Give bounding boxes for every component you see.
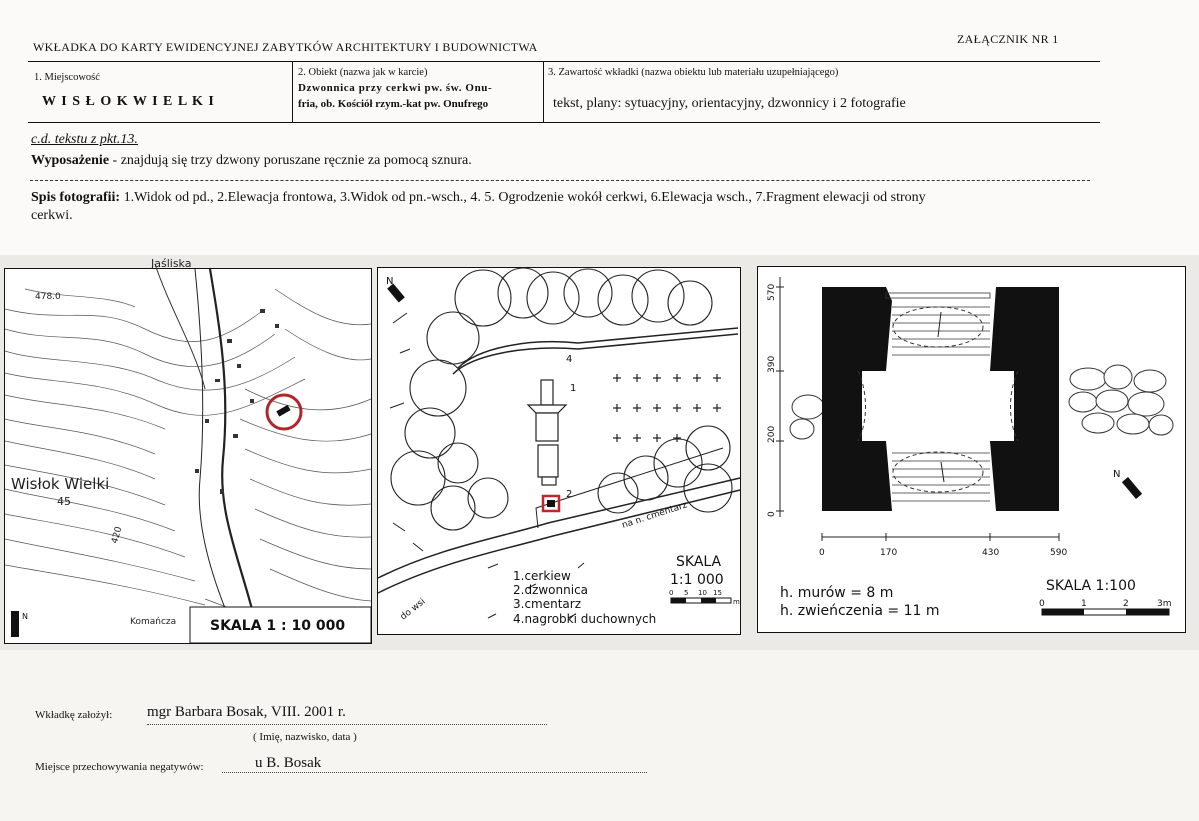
plan-y-tick-200: 200	[767, 425, 777, 443]
storage-value: u B. Bosak	[255, 755, 322, 771]
map2-scale-title: SKALA	[676, 554, 722, 570]
storage-label: Miejsce przechowywania negatywów:	[35, 761, 204, 773]
photos-line	[31, 190, 926, 206]
map2-scale-tick-3: 15	[713, 589, 722, 597]
plan-scale-tick-0: 0	[1039, 599, 1045, 609]
map2-road-label-1: na n. cmentarz	[620, 500, 689, 531]
author-value: mgr Barbara Bosak, VIII. 2001 r.	[147, 704, 346, 720]
author-hint: ( Imię, nazwisko, data )	[253, 731, 357, 743]
topographic-map-drawing	[5, 257, 371, 643]
map1-contour-label: 420	[110, 525, 125, 545]
map2-scale-unit: m	[733, 598, 740, 606]
plan-x-tick-590: 590	[1050, 548, 1068, 558]
equipment-label: Wyposażenie	[31, 153, 110, 168]
table-divider-1	[292, 62, 293, 122]
plan-x-tick-430: 430	[982, 548, 1000, 558]
belfry-floor-plan	[757, 266, 1186, 633]
plan-scale-title: SKALA 1:100	[1046, 578, 1136, 594]
map2-legend-2: 2.dzwonnica	[513, 583, 589, 597]
plan-x-tick-170: 170	[880, 548, 898, 558]
object-value-line1: Dzwonnica przy cerkwi pw. św. Onu-	[298, 82, 493, 94]
plan-scale-tick-3: 3m	[1157, 599, 1172, 609]
map2-legend-3: 3.cmentarz	[513, 597, 582, 611]
map2-legend-4: 4.nagrobki duchownych	[513, 612, 657, 626]
plan-wall-height: h. murów = 8 m	[780, 585, 894, 601]
plan-y-tick-0: 0	[767, 511, 777, 517]
place-label: 1. Miejscowość	[34, 72, 100, 83]
section-divider	[30, 180, 1090, 181]
map1-north-arrow	[11, 611, 19, 637]
map1-elevation-top: 478.0	[35, 292, 61, 302]
map2-scale-value: 1:1 000	[670, 572, 724, 588]
map2-north-label: N	[386, 276, 394, 287]
map2-marker-2: 2	[566, 489, 573, 500]
map1-road-label: Jaśliska	[151, 257, 192, 270]
map2-road-label-2: do wsi	[398, 596, 428, 623]
plan-y-tick-390: 390	[767, 355, 777, 373]
map2-scale-tick-1: 5	[684, 589, 689, 597]
map2-marker-4: 4	[566, 354, 573, 365]
card-title: WKŁADKA DO KARTY EWIDENCYJNEJ ZABYTKÓW ARCHITEKTURY I BUDOWNICTWA	[33, 40, 538, 54]
photos-value-continued: cerkwi.	[31, 208, 73, 223]
author-dotted-line	[147, 724, 547, 725]
object-label: 2. Obiekt (nazwa jak w karcie)	[298, 67, 428, 78]
map1-south-label: Komańcza	[130, 617, 177, 627]
plan-scale-tick-2: 2	[1123, 599, 1129, 609]
plan-north-arrow	[1122, 477, 1142, 499]
equipment-value: - znajdują się trzy dzwony poruszane ręcznie za pomocą sznura.	[109, 153, 472, 168]
content-label: 3. Zawartość wkładki (nazwa obiektu lub materiału uzupełniającego)	[548, 67, 839, 78]
site-plan-drawing	[378, 268, 740, 634]
place-value: W I S Ł O K W I E L K I	[42, 94, 215, 109]
site-plan-map	[377, 267, 741, 635]
map2-scale-tick-2: 10	[698, 589, 707, 597]
table-divider-2	[543, 62, 544, 122]
content-value: tekst, plany: sytuacyjny, orientacyjny, dzwonnicy i 2 fotografie	[553, 96, 906, 111]
photos-label: Spis fotografii:	[31, 190, 121, 205]
belfry-plan-drawing	[758, 267, 1185, 632]
plan-top-height: h. zwieńczenia = 11 m	[780, 603, 940, 619]
equipment-line	[31, 153, 472, 169]
table-bottom-line	[28, 122, 1100, 123]
storage-dotted-line	[222, 772, 647, 773]
map2-marker-1: 1	[570, 383, 577, 394]
photos-value: 1.Widok od pd., 2.Elewacja frontowa, 3.Widok od pn.-wsch., 4. 5. Ogrodzenie wokół cerkwi, 6.Elewacja wsch., 7.Fragment elewacji od strony	[120, 190, 926, 205]
table-top-line	[28, 61, 1100, 62]
object-value-line2: fria, ob. Kościół rzym.-kat pw. Onufrego	[298, 98, 489, 110]
continued-note: c.d. tekstu z pkt.13.	[31, 132, 138, 147]
map1-village-label: Wisłok Wielki	[11, 475, 110, 493]
topographic-map	[4, 257, 372, 644]
plan-scale-tick-1: 1	[1081, 599, 1087, 609]
map2-legend-1: 1.cerkiew	[513, 569, 571, 583]
annex-number: ZAŁĄCZNIK NR 1	[957, 32, 1059, 46]
map2-scale-tick-0: 0	[669, 589, 674, 597]
plan-x-tick-0: 0	[819, 548, 825, 558]
map1-north-label: N	[22, 612, 28, 621]
map1-scale: SKALA 1 : 10 000	[210, 618, 346, 634]
author-label: Wkładkę założył:	[35, 709, 113, 721]
map1-elevation-label: 45	[57, 495, 71, 508]
plan-north-label: N	[1113, 469, 1121, 480]
plan-y-tick-570: 570	[767, 283, 777, 301]
